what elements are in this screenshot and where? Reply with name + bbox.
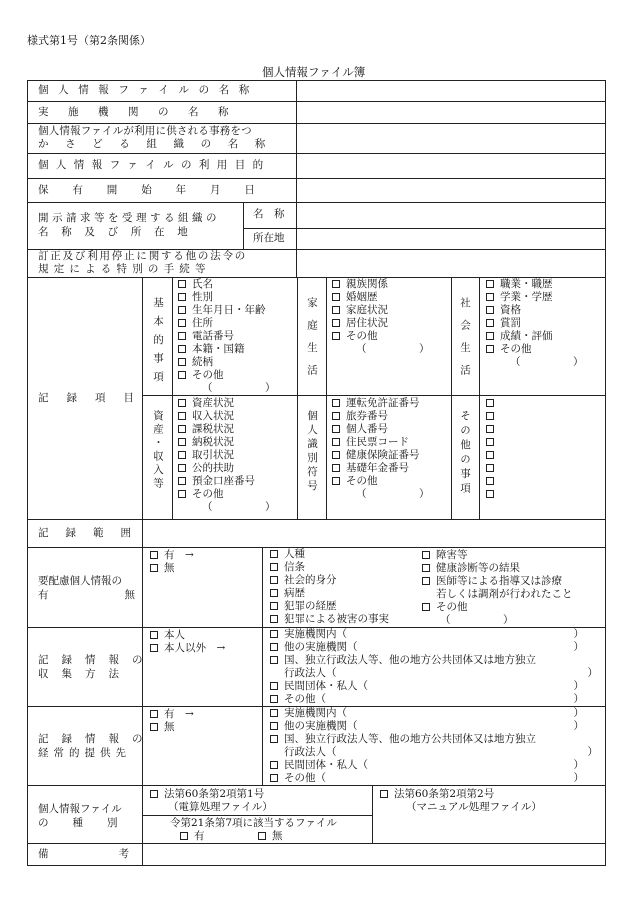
checkbox-label: 学業・学歴 <box>500 291 553 303</box>
checkbox-label: 親族関係 <box>346 278 388 290</box>
checkbox-icon <box>486 477 494 485</box>
ident-title-text: 個人識別符号 <box>306 410 318 494</box>
checkbox-label: 病歴 <box>284 587 305 599</box>
checkbox-icon <box>332 399 340 407</box>
checkbox-label: 資格 <box>500 304 521 316</box>
checkbox-label: 犯罪の経歴 <box>284 600 337 612</box>
checkbox-icon <box>178 371 186 379</box>
checkbox-label: 性別 <box>192 291 213 303</box>
checkbox-option[interactable] <box>332 317 430 330</box>
social-items-title <box>458 297 472 387</box>
checkbox-label: 婚姻歴 <box>346 291 378 303</box>
provision-yes-label: 有 → <box>164 708 194 720</box>
row-label-disclosure-1: 開示請求等を受理する組織の <box>38 212 220 224</box>
checkbox-icon <box>178 280 186 288</box>
checkbox-option[interactable] <box>270 561 389 574</box>
purpose-field[interactable] <box>298 155 604 177</box>
collection-list <box>270 628 598 706</box>
checkbox-option[interactable] <box>270 772 584 785</box>
sensitive-other-label: その他 <box>436 601 468 613</box>
sensitive-opt-health[interactable] <box>422 562 520 574</box>
other-paren[interactable]: （ ） <box>202 382 276 394</box>
checkbox-icon <box>178 306 186 314</box>
ident-items-title <box>305 410 319 494</box>
checkbox-option[interactable] <box>178 343 276 356</box>
checkbox-icon <box>270 630 278 638</box>
checkbox-icon <box>486 490 494 498</box>
checkbox-option[interactable] <box>486 317 584 330</box>
sensitive-no-label: 無 <box>164 562 175 574</box>
checkbox-icon <box>270 709 278 717</box>
checkbox-icon <box>270 550 278 558</box>
checkbox-option[interactable] <box>270 587 389 600</box>
checkbox-icon <box>178 477 186 485</box>
checkbox-label: 個人番号 <box>346 423 388 435</box>
sensitive-label-2: 有無 <box>38 589 211 601</box>
checkbox-icon <box>486 293 494 301</box>
checkbox-icon <box>178 358 186 366</box>
checkbox-option[interactable] <box>178 462 276 475</box>
checkbox-icon <box>150 631 158 639</box>
row-label-disclosure-2: 名称及び所在地 <box>38 226 201 238</box>
checkbox-option[interactable] <box>486 304 584 317</box>
scope-field[interactable] <box>144 521 604 546</box>
remarks-field[interactable] <box>144 845 604 864</box>
checkbox-label: その他 <box>346 475 378 487</box>
checkbox-icon <box>486 345 494 353</box>
checkbox-label: 納税状況 <box>192 436 234 448</box>
checkbox-icon <box>486 438 494 446</box>
checkbox-icon <box>422 603 430 611</box>
option-label: 他の実施機関（ <box>284 641 358 653</box>
checkbox-option[interactable] <box>178 449 276 462</box>
checkbox-icon <box>332 425 340 433</box>
close-paren: ） <box>573 720 584 732</box>
file-type-opt1-label: 法第60条第2項第1号 <box>164 788 265 800</box>
checkbox-label: 生年月日・年齢 <box>192 304 266 316</box>
sensitive-opt-disability[interactable] <box>422 549 468 561</box>
sensitive-medical-label-2: 若しくは調剤が行われたこと <box>436 588 573 600</box>
row-label-use-org-1: 個人情報ファイルが利用に供される事務をつ <box>38 125 252 137</box>
option-label: 国、独立行政法人等、他の地方公共団体又は地方独立 <box>284 733 536 745</box>
checkbox-label: 成績・評価 <box>500 330 553 342</box>
checkbox-label: 社会的身分 <box>284 574 337 586</box>
checkbox-label: 資産状況 <box>192 397 234 409</box>
checkbox-option[interactable] <box>332 330 430 343</box>
ordinance-no-label: 無 <box>272 830 283 842</box>
checkbox-option[interactable] <box>178 278 276 291</box>
checkbox-option[interactable] <box>486 423 500 436</box>
provision-label-2: 経常的提供先 <box>38 747 131 759</box>
checkbox-option[interactable] <box>270 720 584 733</box>
option-label: 国、独立行政法人等、他の地方公共団体又は地方独立 <box>284 654 536 666</box>
checkbox-icon <box>486 332 494 340</box>
file-type-opt1-sub: （電算処理ファイル） <box>168 801 273 813</box>
checkbox-icon <box>332 451 340 459</box>
option-label: 実施機関内（ <box>284 707 347 719</box>
checkbox-label: その他 <box>192 369 224 381</box>
checkbox-icon <box>178 425 186 433</box>
row-label-date: 保有開始年月日 <box>38 184 279 196</box>
row-label-special-1: 訂正及び利用停止に関する他の法令の <box>38 250 248 262</box>
collection-self-label: 本人 <box>164 629 185 641</box>
checkbox-icon <box>486 306 494 314</box>
sensitive-other-paren[interactable]: （ ） <box>440 614 514 626</box>
other-title-text: その他の事項 <box>459 410 471 497</box>
checkbox-icon <box>332 306 340 314</box>
checkbox-option[interactable] <box>270 613 389 626</box>
option-label: 行政法人（ <box>284 746 337 758</box>
checkbox-option[interactable] <box>486 475 500 488</box>
checkbox-icon <box>178 412 186 420</box>
sensitive-yes-option[interactable] <box>150 549 194 561</box>
checkbox-icon <box>332 332 340 340</box>
checkbox-option[interactable] <box>178 330 276 343</box>
checkbox-icon <box>270 656 278 664</box>
checkbox-option[interactable] <box>270 759 584 772</box>
option-label: 他の実施機関（ <box>284 720 358 732</box>
other-paren[interactable]: （ ） <box>356 343 430 355</box>
checkbox-icon <box>332 477 340 485</box>
sensitive-col1-list <box>270 548 389 626</box>
row-label-use-org-2: かさどる組織の名称 <box>38 138 282 150</box>
checkbox-label: 人種 <box>284 548 305 560</box>
checkbox-icon <box>258 832 266 840</box>
checkbox-option[interactable] <box>270 574 389 587</box>
checkbox-option[interactable] <box>270 693 584 706</box>
checkbox-icon <box>150 790 158 798</box>
checkbox-option[interactable] <box>332 423 430 436</box>
close-paren: ） <box>573 693 584 705</box>
checkbox-option[interactable] <box>486 397 500 410</box>
checkbox-option[interactable] <box>486 278 584 291</box>
checkbox-label: 公的扶助 <box>192 462 234 474</box>
assets-items-list <box>178 397 276 514</box>
social-title-text: 社会生活 <box>459 297 471 387</box>
checkbox-icon <box>150 644 158 652</box>
checkbox-option[interactable] <box>178 423 276 436</box>
checkbox-label: 家庭状況 <box>346 304 388 316</box>
file-type-manual-option[interactable] <box>380 788 494 800</box>
checkbox-label: 取引状況 <box>192 449 234 461</box>
checkbox-icon <box>178 399 186 407</box>
collection-other-label: 本人以外 → <box>164 642 226 654</box>
provision-no-label: 無 <box>164 721 175 733</box>
checkbox-option[interactable] <box>178 369 276 382</box>
checkbox-label: 住所 <box>192 317 213 329</box>
file-type-opt2-label: 法第60条第2項第2号 <box>394 788 495 800</box>
checkbox-option[interactable] <box>270 628 584 641</box>
checkbox-icon <box>270 643 278 651</box>
family-items-list <box>332 278 430 356</box>
checkbox-icon <box>486 319 494 327</box>
checkbox-label: 氏名 <box>192 278 213 290</box>
family-title-text: 家庭生活 <box>306 297 318 387</box>
checkbox-label: 本籍・国籍 <box>192 343 245 355</box>
checkbox-icon <box>332 280 340 288</box>
checkbox-option[interactable] <box>270 680 584 693</box>
basic-title-text: 基本的事項 <box>152 297 164 390</box>
checkbox-icon <box>150 723 158 731</box>
checkbox-option[interactable] <box>178 356 276 369</box>
checkbox-option[interactable] <box>178 475 276 488</box>
sensitive-opt-medical[interactable] <box>422 575 562 587</box>
checkbox-option[interactable] <box>332 436 430 449</box>
checkbox-option[interactable] <box>270 654 584 667</box>
checkbox-icon <box>270 695 278 703</box>
row-label-file-name: 個人情報ファイルの名称 <box>38 84 259 96</box>
other-items-title <box>458 410 472 497</box>
checkbox-option[interactable] <box>486 330 584 343</box>
checkbox-icon <box>332 293 340 301</box>
checkbox-icon <box>270 602 278 610</box>
checkbox-icon <box>270 774 278 782</box>
close-paren: ） <box>587 746 598 758</box>
collection-label-1: 記録情報の <box>38 654 156 666</box>
checkbox-icon <box>270 735 278 743</box>
checkbox-icon <box>270 589 278 597</box>
continuation-line[interactable] <box>270 667 598 680</box>
checkbox-icon <box>178 438 186 446</box>
checkbox-icon <box>422 564 430 572</box>
checkbox-icon <box>178 293 186 301</box>
checkbox-option[interactable] <box>178 410 276 423</box>
continuation-line[interactable] <box>270 746 598 759</box>
checkbox-icon <box>270 722 278 730</box>
social-items-list <box>486 278 584 369</box>
checkbox-icon <box>270 563 278 571</box>
checkbox-icon <box>486 280 494 288</box>
sensitive-medical-label-1: 医師等による指導又は診療 <box>436 575 562 587</box>
checkbox-icon <box>178 464 186 472</box>
checkbox-option[interactable] <box>178 488 276 501</box>
checkbox-label: その他 <box>346 330 378 342</box>
row-label-purpose: 個人情報ファイルの利用目的 <box>38 159 271 171</box>
other-paren[interactable]: （ ） <box>510 356 584 368</box>
checkbox-label: 課税状況 <box>192 423 234 435</box>
checkbox-icon <box>332 438 340 446</box>
checkbox-option[interactable] <box>332 397 430 410</box>
checkbox-option[interactable] <box>486 488 500 501</box>
disclosure-address-field[interactable] <box>298 230 604 248</box>
provision-yes-option[interactable] <box>150 708 194 720</box>
checkbox-icon <box>486 412 494 420</box>
checkbox-label: その他 <box>500 343 532 355</box>
close-paren: ） <box>573 680 584 692</box>
checkbox-option[interactable] <box>270 548 389 561</box>
org-field[interactable] <box>298 103 604 122</box>
checkbox-icon <box>486 425 494 433</box>
checkbox-option[interactable] <box>332 291 430 304</box>
row-label-org: 実施機関の名称 <box>38 106 248 118</box>
checkbox-option[interactable] <box>332 410 430 423</box>
close-paren: ） <box>573 707 584 719</box>
option-label: その他（ <box>284 772 326 784</box>
checkbox-icon <box>150 551 158 559</box>
checkbox-option[interactable] <box>178 291 276 304</box>
checkbox-option[interactable] <box>270 600 389 613</box>
record-items-label: 記録項目 <box>38 392 152 404</box>
file-type-label-2: の種別 <box>38 817 142 829</box>
file-type-ordinance-label: 令第21条第7項に該当するファイル <box>170 817 337 829</box>
basic-items-title <box>151 297 165 390</box>
page-title: 個人情報ファイル簿 <box>262 65 366 79</box>
provision-list <box>270 707 598 785</box>
checkbox-icon <box>178 319 186 327</box>
checkbox-label: 健康保険証番号 <box>346 449 420 461</box>
basic-items-list <box>178 278 276 395</box>
checkbox-option[interactable] <box>178 304 276 317</box>
sub-label-address: 所在地 <box>253 232 285 244</box>
close-paren: ） <box>573 641 584 653</box>
checkbox-icon <box>486 451 494 459</box>
checkbox-label: 犯罪による被害の事実 <box>284 613 389 625</box>
other-paren[interactable]: （ ） <box>356 488 430 500</box>
checkbox-option[interactable] <box>178 317 276 330</box>
sensitive-opt-other[interactable] <box>422 601 468 613</box>
assets-title-text: 資産・収入等 <box>152 410 164 491</box>
checkbox-icon <box>486 399 494 407</box>
ordinance-yes-label: 有 <box>194 830 205 842</box>
checkbox-icon <box>332 319 340 327</box>
option-label: 実施機関内（ <box>284 628 347 640</box>
checkbox-icon <box>150 564 158 572</box>
checkbox-icon <box>178 451 186 459</box>
checkbox-icon <box>422 577 430 585</box>
sensitive-health-label: 健康診断等の結果 <box>436 562 520 574</box>
option-label: その他（ <box>284 693 326 705</box>
sensitive-no-option[interactable] <box>150 562 175 574</box>
checkbox-label: 居住状況 <box>346 317 388 329</box>
file-type-opt2-sub: （マニュアル処理ファイル） <box>406 801 542 813</box>
option-label: 行政法人（ <box>284 667 337 679</box>
checkbox-icon <box>270 615 278 623</box>
checkbox-option[interactable] <box>332 449 430 462</box>
checkbox-icon <box>270 576 278 584</box>
checkbox-option[interactable] <box>486 291 584 304</box>
checkbox-option[interactable] <box>270 707 584 720</box>
checkbox-option[interactable] <box>270 733 584 746</box>
checkbox-option[interactable] <box>486 436 500 449</box>
file-type-electronic-option[interactable] <box>150 788 264 800</box>
file-type-label-1: 個人情報ファイル <box>38 803 122 815</box>
checkbox-label: 続柄 <box>192 356 213 368</box>
checkbox-option[interactable] <box>178 397 276 410</box>
checkbox-icon <box>270 682 278 690</box>
disclosure-name-field[interactable] <box>298 204 604 227</box>
checkbox-option[interactable] <box>332 278 430 291</box>
special-procedure-field[interactable] <box>298 251 604 276</box>
checkbox-icon <box>332 464 340 472</box>
row-label-special-2: 規定による特別の手続等 <box>38 263 211 275</box>
collection-label-2: 収集方法 <box>38 668 132 680</box>
date-field[interactable] <box>298 180 604 201</box>
checkbox-label: 基礎年金番号 <box>346 462 409 474</box>
checkbox-option[interactable] <box>332 304 430 317</box>
use-org-field[interactable] <box>298 125 604 152</box>
collection-other-option[interactable] <box>150 642 225 654</box>
form-number: 様式第1号（第2条関係） <box>27 34 151 47</box>
remarks-label: 備考 <box>38 848 199 860</box>
option-label: 民間団体・私人（ <box>284 759 368 771</box>
close-paren: ） <box>573 759 584 771</box>
checkbox-label: 電話番号 <box>192 330 234 342</box>
checkbox-option[interactable] <box>270 641 584 654</box>
other-items-list <box>486 397 500 501</box>
checkbox-icon <box>178 345 186 353</box>
sensitive-disability-label: 障害等 <box>436 549 468 561</box>
sensitive-label-1: 要配慮個人情報の <box>38 575 122 587</box>
checkbox-icon <box>270 761 278 769</box>
checkbox-icon <box>422 551 430 559</box>
assets-items-title <box>151 410 165 491</box>
provision-label-1: 記録情報の <box>38 733 156 745</box>
checkbox-label: 信条 <box>284 561 305 573</box>
close-paren: ） <box>573 772 584 784</box>
sensitive-yes-label: 有 → <box>164 549 194 561</box>
provision-no-option[interactable] <box>150 721 175 733</box>
checkbox-option[interactable] <box>486 462 500 475</box>
other-paren[interactable]: （ ） <box>202 501 276 513</box>
checkbox-label: 職業・職歴 <box>500 278 553 290</box>
checkbox-icon <box>180 832 188 840</box>
scope-label: 記録範囲 <box>38 527 148 539</box>
checkbox-icon <box>178 332 186 340</box>
checkbox-label: 賞罰 <box>500 317 521 329</box>
ident-items-list <box>332 397 430 501</box>
checkbox-icon <box>380 790 388 798</box>
checkbox-option[interactable] <box>178 436 276 449</box>
ordinance-yes-option[interactable] <box>180 830 205 842</box>
file-name-field[interactable] <box>298 82 604 100</box>
checkbox-label: 運転免許証番号 <box>346 397 420 409</box>
checkbox-option[interactable] <box>332 475 430 488</box>
checkbox-icon <box>332 412 340 420</box>
checkbox-option[interactable] <box>486 449 500 462</box>
checkbox-icon <box>178 490 186 498</box>
checkbox-label: 収入状況 <box>192 410 234 422</box>
family-items-title <box>305 297 319 387</box>
checkbox-option[interactable] <box>332 462 430 475</box>
ordinance-no-option[interactable] <box>258 830 283 842</box>
checkbox-label: その他 <box>192 488 224 500</box>
sub-label-name: 名 称 <box>253 208 285 220</box>
checkbox-icon <box>150 710 158 718</box>
checkbox-option[interactable] <box>486 410 500 423</box>
close-paren: ） <box>573 628 584 640</box>
checkbox-icon <box>486 464 494 472</box>
collection-self-option[interactable] <box>150 629 185 641</box>
checkbox-label: 住民票コード <box>346 436 409 448</box>
checkbox-label: 預金口座番号 <box>192 475 255 487</box>
checkbox-label: 旅券番号 <box>346 410 388 422</box>
close-paren: ） <box>587 667 598 679</box>
checkbox-option[interactable] <box>486 343 584 356</box>
option-label: 民間団体・私人（ <box>284 680 368 692</box>
